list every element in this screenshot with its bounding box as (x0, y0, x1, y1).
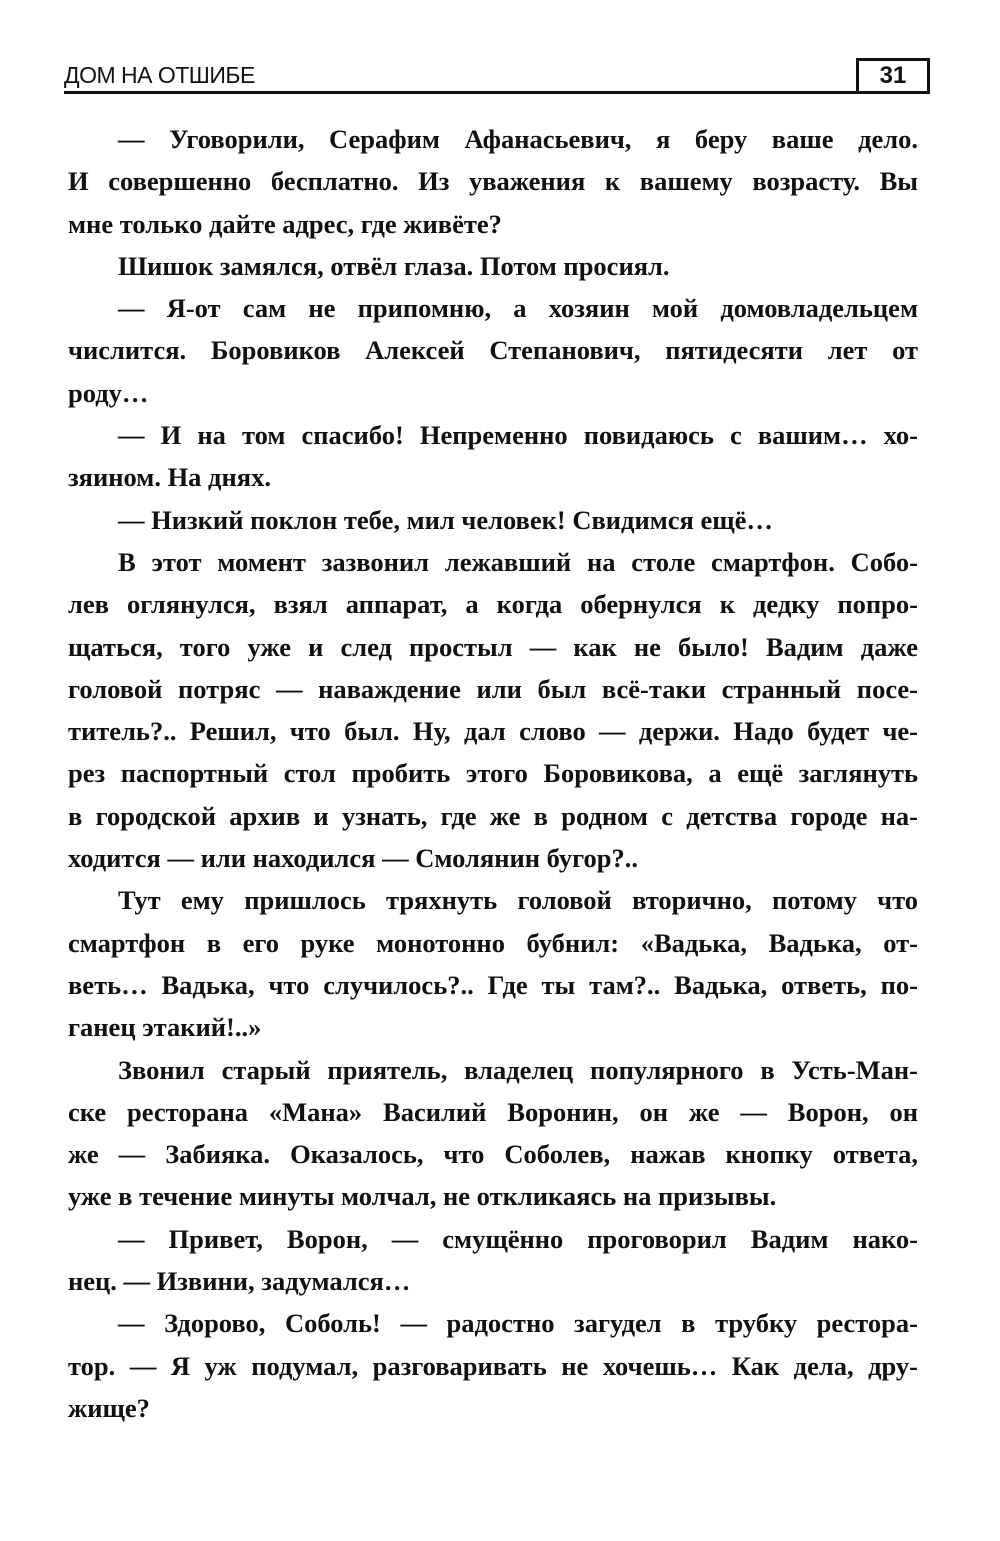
text-line: Тут ему пришлось тряхнуть головой вторично, потому что (118, 885, 918, 916)
text-line: зяином. На днях. (68, 462, 271, 493)
page-header (64, 58, 930, 94)
paragraph (68, 245, 918, 287)
text-line: головой потряс — наваждение или был всё-таки странный посе- (68, 673, 918, 704)
text-line: — Низкий поклон тебе, мил человек! Свидимся ещё… (118, 504, 773, 535)
paragraph (68, 499, 918, 541)
text-line: В этот момент зазвонил лежавший на столе смартфон. Собо- (118, 546, 918, 577)
text-line: мне только дайте адрес, где живёте? (68, 208, 502, 239)
text-line: тор. — Я уж подумал, разговаривать не хочешь… Как дела, дру- (68, 1350, 918, 1381)
text-line: же — Забияка. Оказалось, что Соболев, нажав кнопку ответа, (68, 1139, 918, 1170)
running-title: ДОМ НА ОТШИБЕ (64, 62, 255, 88)
text-line: смартфон в его руке монотонно бубнил: «Вадька, Вадька, от- (68, 927, 918, 958)
paragraph (68, 287, 918, 414)
paragraph (68, 541, 918, 879)
text-line: — Я-от сам не припомню, а хозяин мой домовладельцем (118, 293, 918, 324)
text-line: уже в течение минуты молчал, не откликаясь на призывы. (68, 1181, 777, 1212)
text-line: в городской архив и узнать, где же в родном с детства городе на- (68, 800, 918, 831)
text-line: титель?.. Решил, что был. Ну, дал слово — держи. Надо будет че- (68, 716, 918, 747)
text-line: веть… Вадька, что случилось?.. Где ты там?.. Вадька, ответь, по- (68, 969, 918, 1000)
paragraph (68, 118, 918, 245)
text-line: ганец этакий!..» (68, 1012, 262, 1043)
text-line: нец. — Извини, задумался… (68, 1266, 411, 1297)
text-line: ске ресторана «Мана» Василий Воронин, он же — Ворон, он (68, 1096, 918, 1127)
text-line: И совершенно бесплатно. Из уважения к вашему возрасту. Вы (68, 166, 918, 197)
text-line: щаться, того уже и след простыл — как не было! Вадим даже (68, 631, 918, 662)
text-line: — Уговорили, Серафим Афанасьевич, я беру ваше дело. (118, 124, 918, 154)
text-line: — И на том спасибо! Непременно повидаюсь с вашим… хо- (118, 420, 918, 451)
paragraph (68, 1049, 918, 1218)
text-line: ходится — или находился — Смолянин бугор?.. (68, 843, 638, 874)
paragraph (68, 1218, 918, 1303)
body-text (68, 118, 918, 1429)
paragraph (68, 879, 918, 1048)
text-line: числится. Боровиков Алексей Степанович, пятидесяти лет от (68, 335, 918, 366)
text-line: рез паспортный стол пробить этого Боровикова, а ещё заглянуть (68, 758, 918, 789)
text-line: роду… (68, 377, 149, 408)
text-line: — Здорово, Соболь! — радостно загудел в трубку рестора- (118, 1308, 918, 1339)
page-number: 31 (856, 58, 930, 91)
paragraph (68, 1302, 918, 1429)
text-line: жище? (68, 1392, 150, 1423)
text-line: лев оглянулся, взял аппарат, а когда обернулся к дедку попро- (68, 589, 918, 620)
paragraph (68, 414, 918, 499)
text-line: Шишок замялся, отвёл глаза. Потом просиял. (118, 250, 670, 281)
header-rule (64, 91, 930, 94)
text-line: Звонил старый приятель, владелец популярного в Усть-Ман- (118, 1054, 918, 1085)
text-line: — Привет, Ворон, — смущённо проговорил Вадим нако- (118, 1223, 918, 1254)
